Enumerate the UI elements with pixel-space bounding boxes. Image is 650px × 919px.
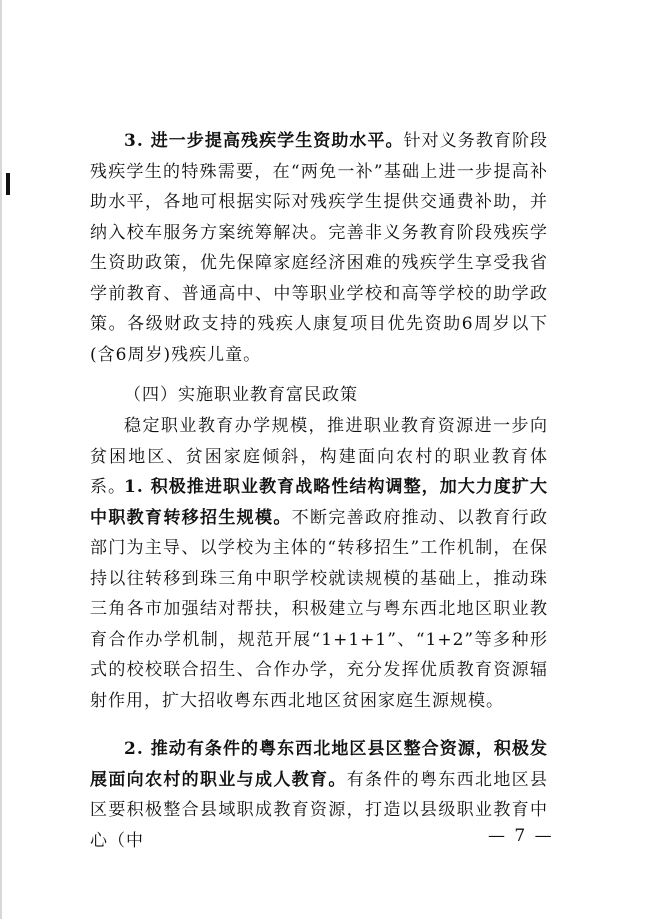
section-heading-text: （四）实施职业教育富民政策 [124,385,358,405]
binding-mark [6,173,10,195]
paragraph-disabled-student-aid [90,126,548,370]
paragraph-body: 针对义务教育阶段残疾学生的特殊需要，在“两免一补”基础上进一步提高补助水平，各地可根据实际对残疾学生提供交通费补助，并纳入校车服务方案统筹解决。完善非义务教育阶段残疾学生资助政策，优先保障家庭经济困难的残疾学生享受我省学前教育、普通高中、中等职业学校和高等学校的助学政策。各级财政支持的残疾人康复项目优先资助6周岁以下(含6周岁)残疾儿童。 [90,131,549,365]
paragraph-heading: 1. 积极推进职业教育战略性结构调整，加大力度扩大中职教育转移招生规模。 [90,477,548,528]
page-edge-line [0,0,2,919]
paragraph-body: 不断完善政府推动、以教育行政部门为主导、以学校为主体的“转移招生”工作机制，在保持以往转移到珠三角中职学校就读规模的基础上，推动珠三角各市加强结对帮扶，积极建立与粤东西北地区职业教育合作办学机制，规范开展“1+1+1”、“1+2”等多种形式的校校联合招生、合作办学，充分发挥优质教育资源辐射作用，扩大招收粤东西北地区贫困家庭生源规模。 [90,507,549,711]
page-number: — 7 — [488,826,554,846]
paragraph-structural-adjustment [90,472,548,716]
paragraph-body: 有条件的粤东西北地区县区要积极整合县域职成教育资源，打造以县级职业教育中心（中 [90,769,549,851]
paragraph-heading: 2. 推动有条件的粤东西北地区县区整合资源，积极发展面向农村的职业与成人教育。 [90,739,548,790]
paragraph-heading: 3. 进一步提高残疾学生资助水平。 [124,131,404,151]
paragraph-rural-education [90,734,548,856]
section-heading-vocational-policy [90,380,548,411]
paragraph-body: 稳定职业教育办学规模，推进职业教育资源进一步向贫困地区、贫困家庭倾斜，构建面向农村的职业教育体系。 [90,416,548,497]
